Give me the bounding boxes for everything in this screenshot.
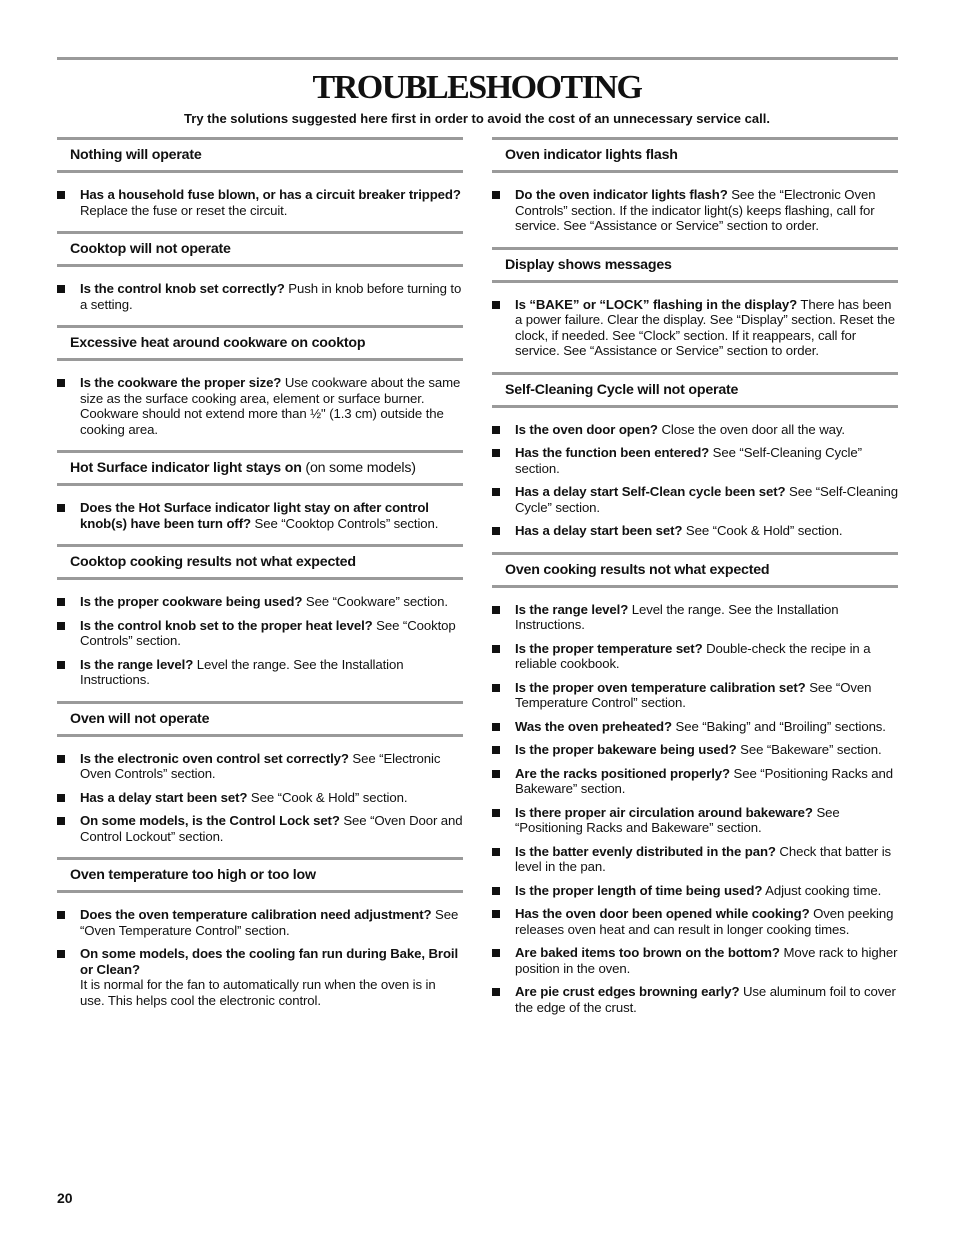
list-item: [57, 281, 463, 312]
question-text: Is “BAKE” or “LOCK” flashing in the display?: [515, 296, 798, 312]
question-list: [57, 580, 463, 701]
question-text: Do the oven indicator lights flash?: [515, 187, 728, 202]
troubleshooting-section: [492, 552, 898, 1029]
answer-text: See “Cooktop Controls” section.: [250, 515, 439, 531]
question-text: Is there proper air circulation around bakeware?: [515, 804, 813, 820]
list-item: [492, 680, 898, 711]
answer-text: See “Cook & Hold” section.: [682, 523, 843, 538]
question-text: Is the electronic oven control set correctly?: [80, 750, 349, 766]
answer-text: Move rack to higher position in the oven.: [515, 945, 898, 976]
square-bullet-icon: [492, 527, 500, 535]
question-text: Is the proper bakeware being used?: [515, 742, 737, 757]
question-text: Is the control knob set correctly?: [80, 281, 285, 296]
question-text: Is the proper cookware being used?: [80, 594, 303, 609]
list-item: [57, 657, 463, 688]
list-item: [492, 187, 898, 234]
answer-text: Double-check the recipe in a reliable cookbook.: [515, 640, 871, 671]
section-heading-text: Cooktop will not operate: [70, 241, 231, 257]
answer-text: Use cookware about the same size as the surface cooking area, element or surface burner. Cookware should not extend more than ½" (1.3 cm) outside the cooking area.: [80, 375, 461, 437]
section-heading-text: Oven indicator lights flash: [505, 147, 678, 163]
list-item: [57, 813, 463, 844]
question-list: [57, 173, 463, 231]
question-text: Are pie crust edges browning early?: [515, 984, 740, 999]
square-bullet-icon: [57, 285, 65, 293]
section-heading: [492, 247, 898, 283]
section-heading-text: Oven temperature too high or too low: [70, 867, 316, 883]
list-item: [57, 790, 463, 806]
section-heading: [57, 231, 463, 267]
left-column: [57, 137, 463, 1021]
square-bullet-icon: [57, 911, 65, 919]
intro-text: Try the solutions suggested here first in order to avoid the cost of an unnecessary service call.: [184, 111, 770, 126]
square-bullet-icon: [492, 746, 500, 754]
section-heading-text: Hot Surface indicator light stays on: [70, 460, 302, 476]
answer-text: Level the range. See the Installation Instructions.: [80, 656, 404, 687]
right-column: [492, 137, 898, 1028]
square-bullet-icon: [492, 770, 500, 778]
answer-text: See “Self-Cleaning Cycle” section.: [515, 484, 898, 515]
square-bullet-icon: [57, 817, 65, 825]
question-text: Has a delay start been set?: [515, 523, 683, 538]
question-list: [492, 408, 898, 552]
answer-text: See “Oven Door and Control Lockout” section.: [80, 813, 463, 844]
list-item: [492, 984, 898, 1015]
question-text: Is the proper temperature set?: [515, 640, 703, 656]
list-item: [492, 945, 898, 976]
list-item: [57, 187, 463, 218]
section-heading: [57, 450, 463, 486]
question-text: Is the proper oven temperature calibration set?: [515, 679, 806, 695]
square-bullet-icon: [57, 661, 65, 669]
square-bullet-icon: [492, 684, 500, 692]
square-bullet-icon: [57, 191, 65, 199]
question-text: Is the range level?: [80, 656, 194, 672]
list-item: [57, 751, 463, 782]
square-bullet-icon: [492, 988, 500, 996]
section-heading-text: Excessive heat around cookware on cooktop: [70, 335, 366, 351]
list-item: [492, 641, 898, 672]
list-item: [492, 523, 898, 539]
troubleshooting-section: [492, 137, 898, 247]
question-text: Has a household fuse blown, or has a circuit breaker tripped?: [80, 187, 461, 202]
list-item: [492, 805, 898, 836]
list-item: [57, 500, 463, 531]
answer-text: See “Electronic Oven Controls” section.: [80, 750, 441, 781]
list-item: [492, 844, 898, 875]
list-item: [57, 594, 463, 610]
question-list: [57, 267, 463, 325]
question-text: Are the racks positioned properly?: [515, 765, 730, 781]
answer-text: See “Cooktop Controls” section.: [80, 617, 456, 648]
question-text: Is the control knob set to the proper heat level?: [80, 617, 373, 633]
question-text: On some models, does the cooling fan run during Bake, Broil or Clean?: [80, 946, 459, 977]
section-heading-text: Oven cooking results not what expected: [505, 561, 770, 578]
answer-text: See “Cookware” section.: [302, 594, 448, 609]
section-heading-note: (on some models): [301, 460, 416, 476]
square-bullet-icon: [492, 723, 500, 731]
question-list: [492, 588, 898, 1029]
answer-text: Level the range. See the Installation Instructions.: [515, 601, 839, 632]
square-bullet-icon: [57, 504, 65, 512]
square-bullet-icon: [492, 949, 500, 957]
question-text: Has a delay start been set?: [80, 789, 248, 805]
question-text: Has the oven door been opened while cooking?: [515, 906, 810, 921]
section-heading: [57, 701, 463, 737]
question-list: [57, 893, 463, 1021]
square-bullet-icon: [492, 887, 500, 895]
list-item: [492, 602, 898, 633]
question-list: [57, 361, 463, 450]
question-text: Does the Hot Surface indicator light stay on after control knob(s) have been turn off?: [80, 500, 429, 531]
question-text: Was the oven preheated?: [515, 718, 672, 734]
square-bullet-icon: [57, 950, 65, 958]
answer-text: There has been a power failure. Clear the display. See “Display” section. Reset the clock, if needed. See “Clock” section. If it reappears, call for service. See “Assistance or Service” section to order.: [515, 296, 895, 358]
question-list: [57, 737, 463, 858]
answer-text: See “Positioning Racks and Bakeware” section.: [515, 765, 893, 796]
square-bullet-icon: [57, 622, 65, 630]
square-bullet-icon: [57, 755, 65, 763]
question-text: Has the function been entered?: [515, 445, 710, 460]
troubleshooting-section: [492, 247, 898, 372]
answer-text: See “Self-Cleaning Cycle” section.: [515, 445, 862, 476]
troubleshooting-section: [57, 857, 463, 1021]
answer-text: See “Oven Temperature Control” section.: [515, 679, 872, 710]
answer-text: Use aluminum foil to cover the edge of the crust.: [515, 984, 896, 1015]
answer-text: See the “Electronic Oven Controls” section. If the indicator light(s) keeps flashing, call for service. See “Assistance or Service” section to order.: [515, 187, 876, 233]
troubleshooting-section: [492, 372, 898, 552]
answer-text: See “Positioning Racks and Bakeware” section.: [515, 804, 840, 835]
troubleshooting-section: [57, 450, 463, 544]
answer-text: Replace the fuse or reset the circuit.: [80, 202, 288, 218]
question-list: [492, 283, 898, 372]
section-heading-text: Oven will not operate: [70, 710, 210, 727]
list-item: [57, 618, 463, 649]
section-heading-text: Self-Cleaning Cycle will not operate: [505, 381, 739, 398]
troubleshooting-section: [57, 231, 463, 325]
question-text: Does the oven temperature calibration need adjustment?: [80, 907, 432, 922]
square-bullet-icon: [492, 606, 500, 614]
list-item: [492, 883, 898, 899]
section-heading-text: Nothing will operate: [70, 147, 202, 163]
list-item: [57, 375, 463, 437]
list-item: [492, 422, 898, 438]
troubleshooting-section: [57, 544, 463, 701]
section-heading: [492, 552, 898, 588]
section-heading: [57, 137, 463, 173]
section-heading-text: Display shows messages: [505, 256, 672, 273]
answer-text: See “Oven Temperature Control” section.: [80, 907, 459, 938]
question-list: [57, 486, 463, 544]
section-heading: [57, 325, 463, 361]
list-item: [492, 766, 898, 797]
section-heading: [57, 544, 463, 580]
troubleshooting-section: [57, 701, 463, 858]
troubleshooting-section: [57, 137, 463, 231]
answer-text: Push in knob before turning to a setting.: [80, 281, 462, 312]
question-text: On some models, is the Control Lock set?: [80, 813, 340, 828]
answer-text: Oven peeking releases oven heat and can result in longer cooking times.: [515, 906, 894, 937]
list-item: [492, 742, 898, 758]
square-bullet-icon: [492, 488, 500, 496]
answer-text: Close the oven door all the way.: [657, 421, 845, 437]
answer-text: Check that batter is level in the pan.: [515, 843, 892, 874]
answer-text: Adjust cooking time.: [762, 882, 882, 898]
list-item: [57, 907, 463, 938]
square-bullet-icon: [492, 449, 500, 457]
top-rule: [57, 57, 898, 60]
question-text: Has a delay start Self-Clean cycle been set?: [515, 484, 786, 499]
question-text: Is the cookware the proper size?: [80, 375, 282, 390]
square-bullet-icon: [492, 809, 500, 817]
square-bullet-icon: [492, 301, 500, 309]
square-bullet-icon: [57, 379, 65, 387]
square-bullet-icon: [492, 910, 500, 918]
square-bullet-icon: [492, 191, 500, 199]
list-item: [492, 906, 898, 937]
section-heading: [492, 137, 898, 173]
square-bullet-icon: [492, 426, 500, 434]
square-bullet-icon: [492, 645, 500, 653]
section-heading: [492, 372, 898, 408]
question-text: Is the proper length of time being used?: [515, 882, 763, 898]
section-heading-text: Cooktop cooking results not what expected: [70, 554, 356, 570]
list-item: [492, 719, 898, 735]
list-item: [492, 484, 898, 515]
section-heading: [57, 857, 463, 893]
square-bullet-icon: [492, 848, 500, 856]
answer-text: See “Baking” and “Broiling” sections.: [671, 718, 886, 734]
list-item: [492, 297, 898, 359]
list-item: [57, 946, 463, 1008]
question-list: [492, 173, 898, 247]
page-number: 20: [57, 1190, 73, 1206]
answer-text: See “Cook & Hold” section.: [247, 789, 408, 805]
question-text: Is the range level?: [515, 601, 629, 617]
page-title: TROUBLESHOOTING: [312, 69, 642, 106]
list-item: [492, 445, 898, 476]
square-bullet-icon: [57, 794, 65, 802]
answer-text: See “Bakeware” section.: [736, 742, 882, 757]
question-text: Is the oven door open?: [515, 421, 658, 437]
answer-note: It is normal for the fan to automatically run when the oven is in use. This helps cool the electronic control.: [80, 977, 436, 1008]
question-text: Are baked items too brown on the bottom?: [515, 945, 780, 960]
troubleshooting-section: [57, 325, 463, 450]
question-text: Is the batter evenly distributed in the pan?: [515, 843, 776, 859]
square-bullet-icon: [57, 598, 65, 606]
